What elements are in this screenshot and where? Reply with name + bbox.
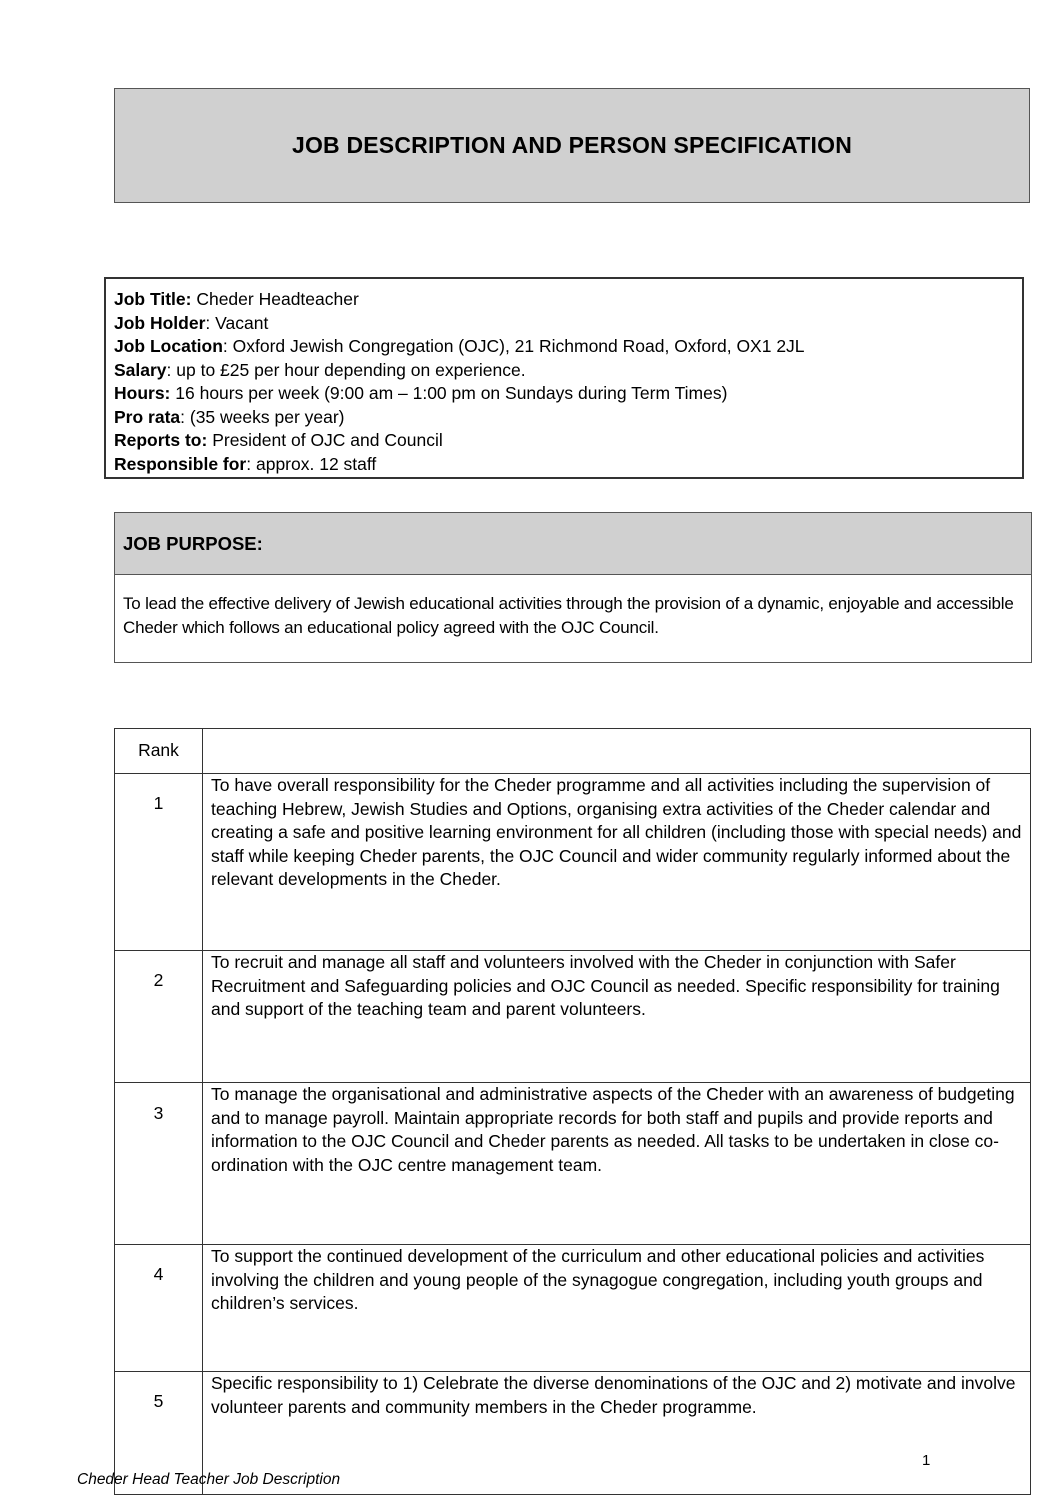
rank-header: Rank [115, 729, 203, 774]
job-info-box [104, 277, 1024, 479]
job-holder-line [114, 312, 1014, 336]
job-holder-value: : Vacant [205, 312, 269, 333]
reports-to-label: Reports to: [114, 430, 208, 450]
rank-cell: 5 [115, 1372, 203, 1495]
page-number: 1 [922, 1452, 931, 1469]
job-purpose-heading: JOB PURPOSE: [115, 513, 1031, 575]
title-banner [114, 88, 1030, 203]
pro-rata-value: : (35 weeks per year) [180, 406, 345, 427]
table-row [115, 774, 1031, 951]
duty-text: To recruit and manage all staff and volunteers involved with the Cheder in conjunction with Safer Recruitment and Safeguarding policies and OJC Council as needed. Specific responsibility for training and support of the teaching team and parent volunteers. [203, 951, 1031, 1083]
responsible-for-label: Responsible for [114, 453, 247, 474]
responsible-for-line [114, 453, 1014, 477]
page-title: JOB DESCRIPTION AND PERSON SPECIFICATION [291, 132, 853, 158]
salary-label: Salary [114, 359, 167, 380]
hours-line [114, 382, 1014, 406]
job-location-line [114, 335, 1014, 359]
job-purpose-text: To lead the effective delivery of Jewish educational activities through the provision of a dynamic, enjoyable and accessible Cheder which follows an educational policy agreed with the OJC Council. [123, 594, 1014, 637]
responsible-for-value: : approx. 12 staff [246, 453, 377, 474]
job-holder-label: Job Holder [114, 312, 206, 333]
hours-value: 16 hours per week (9:00 am – 1:00 pm on Sundays during Term Times) [170, 383, 728, 403]
hours-label: Hours: [114, 383, 171, 403]
pro-rata-line [114, 406, 1014, 430]
job-title-value: Cheder Headteacher [191, 289, 359, 309]
pro-rata-label: Pro rata [114, 406, 181, 427]
table-header-row [115, 729, 1031, 774]
table-row [115, 951, 1031, 1083]
duties-table [114, 728, 1031, 1495]
reports-to-line [114, 429, 1014, 453]
job-location-label: Job Location [114, 336, 223, 356]
description-header [203, 729, 1031, 774]
rank-cell: 4 [115, 1245, 203, 1372]
footer-text: Cheder Head Teacher Job Description [77, 1471, 341, 1488]
rank-cell: 3 [115, 1083, 203, 1245]
salary-line [114, 359, 1014, 383]
reports-to-value: President of OJC and Council [207, 430, 443, 450]
duty-text: Specific responsibility to 1) Celebrate the diverse denominations of the OJC and 2) motivate and involve volunteer parents and community members in the Cheder programme. [203, 1372, 1031, 1495]
duty-text: To manage the organisational and administrative aspects of the Cheder with an awareness of budgeting and to manage payroll. Maintain appropriate records for both staff and pupils and provide reports and information to the OJC Council and Cheder parents as needed. All tasks to be undertaken in close co-ordination with the OJC centre management team. [203, 1083, 1031, 1245]
job-title-line [114, 288, 1014, 312]
job-title-label: Job Title: [114, 289, 192, 309]
rank-cell: 2 [115, 951, 203, 1083]
job-purpose-box [114, 512, 1032, 663]
job-location-value: : Oxford Jewish Congregation (OJC), 21 Richmond Road, Oxford, OX1 2JL [222, 336, 805, 356]
rank-cell: 1 [115, 774, 203, 951]
table-row [115, 1245, 1031, 1372]
table-row [115, 1083, 1031, 1245]
duty-text: To have overall responsibility for the Cheder programme and all activities including the supervision of teaching Hebrew, Jewish Studies and Options, organising extra activities of the Cheder calendar and creating a safe and positive learning environment for all children (including those with special needs) and staff while keeping Cheder parents, the OJC Council and wider community regularly informed about the relevant developments in the Cheder. [203, 774, 1031, 951]
salary-value: : up to £25 per hour depending on experience. [166, 359, 526, 380]
duty-text: To support the continued development of the curriculum and other educational policies and activities involving the children and young people of the synagogue congregation, including youth groups and children’s services. [203, 1245, 1031, 1372]
